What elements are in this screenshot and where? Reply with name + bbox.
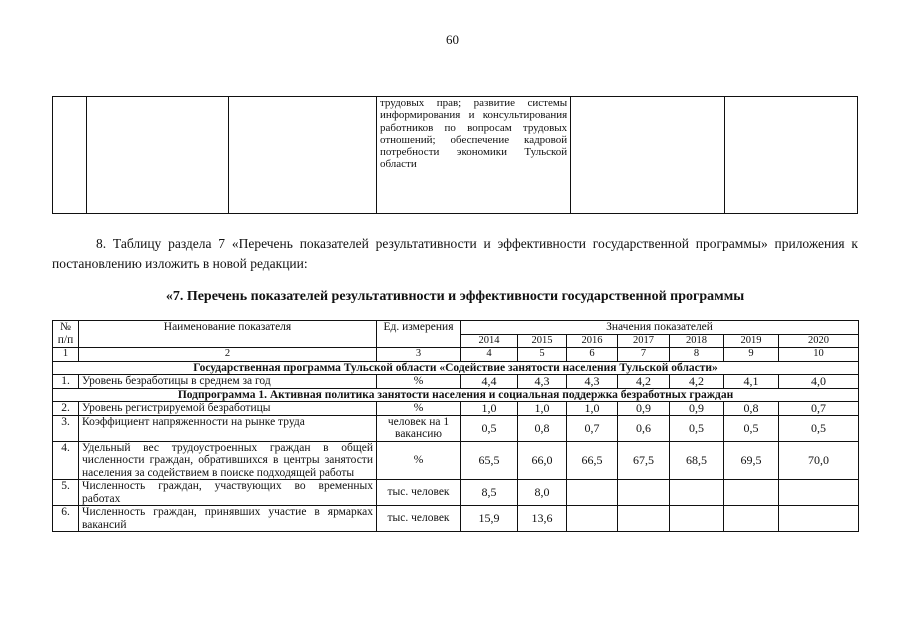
row-value: 0,9 (670, 402, 724, 416)
row-value (779, 506, 859, 532)
header-year: 2017 (618, 334, 670, 348)
row-value: 0,8 (518, 415, 567, 441)
column-number: 8 (670, 348, 724, 362)
row-value: 1,0 (567, 402, 618, 416)
row-name: Численность граждан, участвующих во временных работах (79, 480, 377, 506)
header-year: 2020 (779, 334, 859, 348)
header-values: Значения показателей (461, 321, 859, 335)
row-name: Коэффициент напряженности на рынке труда (79, 415, 377, 441)
row-value (567, 506, 618, 532)
row-value: 8,5 (461, 480, 518, 506)
row-unit: тыс. человек (377, 506, 461, 532)
row-value (618, 506, 670, 532)
row-value: 1,0 (518, 402, 567, 416)
continuation-cell (229, 97, 377, 214)
row-value: 67,5 (618, 441, 670, 480)
column-number: 3 (377, 348, 461, 362)
continuation-cell (53, 97, 87, 214)
column-number: 7 (618, 348, 670, 362)
row-value: 68,5 (670, 441, 724, 480)
instruction-paragraph: 8. Таблицу раздела 7 «Перечень показателей результативности и эффективности государственной программы» приложения к постановлению изложить в новой редакции: (52, 236, 858, 271)
indicators-table (52, 320, 859, 532)
row-value: 0,9 (618, 402, 670, 416)
row-value (724, 480, 779, 506)
header-year: 2019 (724, 334, 779, 348)
row-unit: человек на 1 вакансию (377, 415, 461, 441)
row-unit: % (377, 375, 461, 389)
header-name: Наименование показателя (79, 321, 377, 348)
continuation-text: трудовых прав; развитие системы информирования и консультирования работников по вопросам трудовых отношений; обеспечение кадровой потребности экономики Тульской области (376, 97, 570, 214)
row-value: 4,2 (618, 375, 670, 389)
row-unit: % (377, 441, 461, 480)
column-number: 1 (53, 348, 79, 362)
row-value: 0,5 (724, 415, 779, 441)
column-number: 4 (461, 348, 518, 362)
row-num: 5. (53, 480, 79, 506)
row-name: Численность граждан, принявших участие в ярмарках вакансий (79, 506, 377, 532)
row-value: 0,5 (779, 415, 859, 441)
header-unit: Ед. измерения (377, 321, 461, 348)
row-value: 1,0 (461, 402, 518, 416)
row-value: 4,3 (567, 375, 618, 389)
column-number: 2 (79, 348, 377, 362)
table-row (53, 506, 859, 532)
column-number: 10 (779, 348, 859, 362)
row-value (618, 480, 670, 506)
table-heading: «7. Перечень показателей результативности и эффективности государственной программы (165, 289, 745, 304)
row-value: 8,0 (518, 480, 567, 506)
row-num: 6. (53, 506, 79, 532)
row-unit: тыс. человек (377, 480, 461, 506)
row-num: 3. (53, 415, 79, 441)
row-num: 2. (53, 402, 79, 416)
row-value: 4,2 (670, 375, 724, 389)
header-num: № п/п (53, 321, 79, 348)
row-value: 66,5 (567, 441, 618, 480)
row-value: 0,6 (618, 415, 670, 441)
row-value: 13,6 (518, 506, 567, 532)
table-row (53, 415, 859, 441)
row-name: Удельный вес трудоустроенных граждан в общей численности граждан, обратившихся в центры занятости населения за содействием в поиске подходящей работы (79, 441, 377, 480)
row-value: 4,4 (461, 375, 518, 389)
column-number: 5 (518, 348, 567, 362)
row-value (724, 506, 779, 532)
column-number: 6 (567, 348, 618, 362)
header-year: 2014 (461, 334, 518, 348)
column-number: 9 (724, 348, 779, 362)
row-value: 65,5 (461, 441, 518, 480)
row-num: 1. (53, 375, 79, 389)
header-year: 2016 (567, 334, 618, 348)
header-year: 2015 (518, 334, 567, 348)
page-number: 60 (446, 32, 459, 47)
row-value: 4,3 (518, 375, 567, 389)
continuation-cell (571, 97, 725, 214)
table-row (53, 480, 859, 506)
row-value: 4,0 (779, 375, 859, 389)
table-row (53, 441, 859, 480)
row-value: 66,0 (518, 441, 567, 480)
row-value: 70,0 (779, 441, 859, 480)
row-value: 69,5 (724, 441, 779, 480)
row-value (779, 480, 859, 506)
program-title: Государственная программа Тульской области «Содействие занятости населения Тульской области» (53, 361, 859, 375)
row-name: Уровень регистрируемой безработицы (79, 402, 377, 416)
row-value: 0,7 (567, 415, 618, 441)
table-row (53, 402, 859, 416)
continuation-cell (87, 97, 229, 214)
continuation-table (52, 96, 858, 214)
row-value: 15,9 (461, 506, 518, 532)
row-value: 0,7 (779, 402, 859, 416)
header-year: 2018 (670, 334, 724, 348)
row-value (670, 480, 724, 506)
table-row (53, 375, 859, 389)
continuation-cell (725, 97, 858, 214)
row-value (670, 506, 724, 532)
row-value: 4,1 (724, 375, 779, 389)
row-num: 4. (53, 441, 79, 480)
row-value: 0,5 (461, 415, 518, 441)
row-unit: % (377, 402, 461, 416)
subprogram-title: Подпрограмма 1. Активная политика занятости населения и социальная поддержка безработных граждан (53, 388, 859, 402)
row-value: 0,5 (670, 415, 724, 441)
row-value: 0,8 (724, 402, 779, 416)
row-name: Уровень безработицы в среднем за год (79, 375, 377, 389)
row-value (567, 480, 618, 506)
